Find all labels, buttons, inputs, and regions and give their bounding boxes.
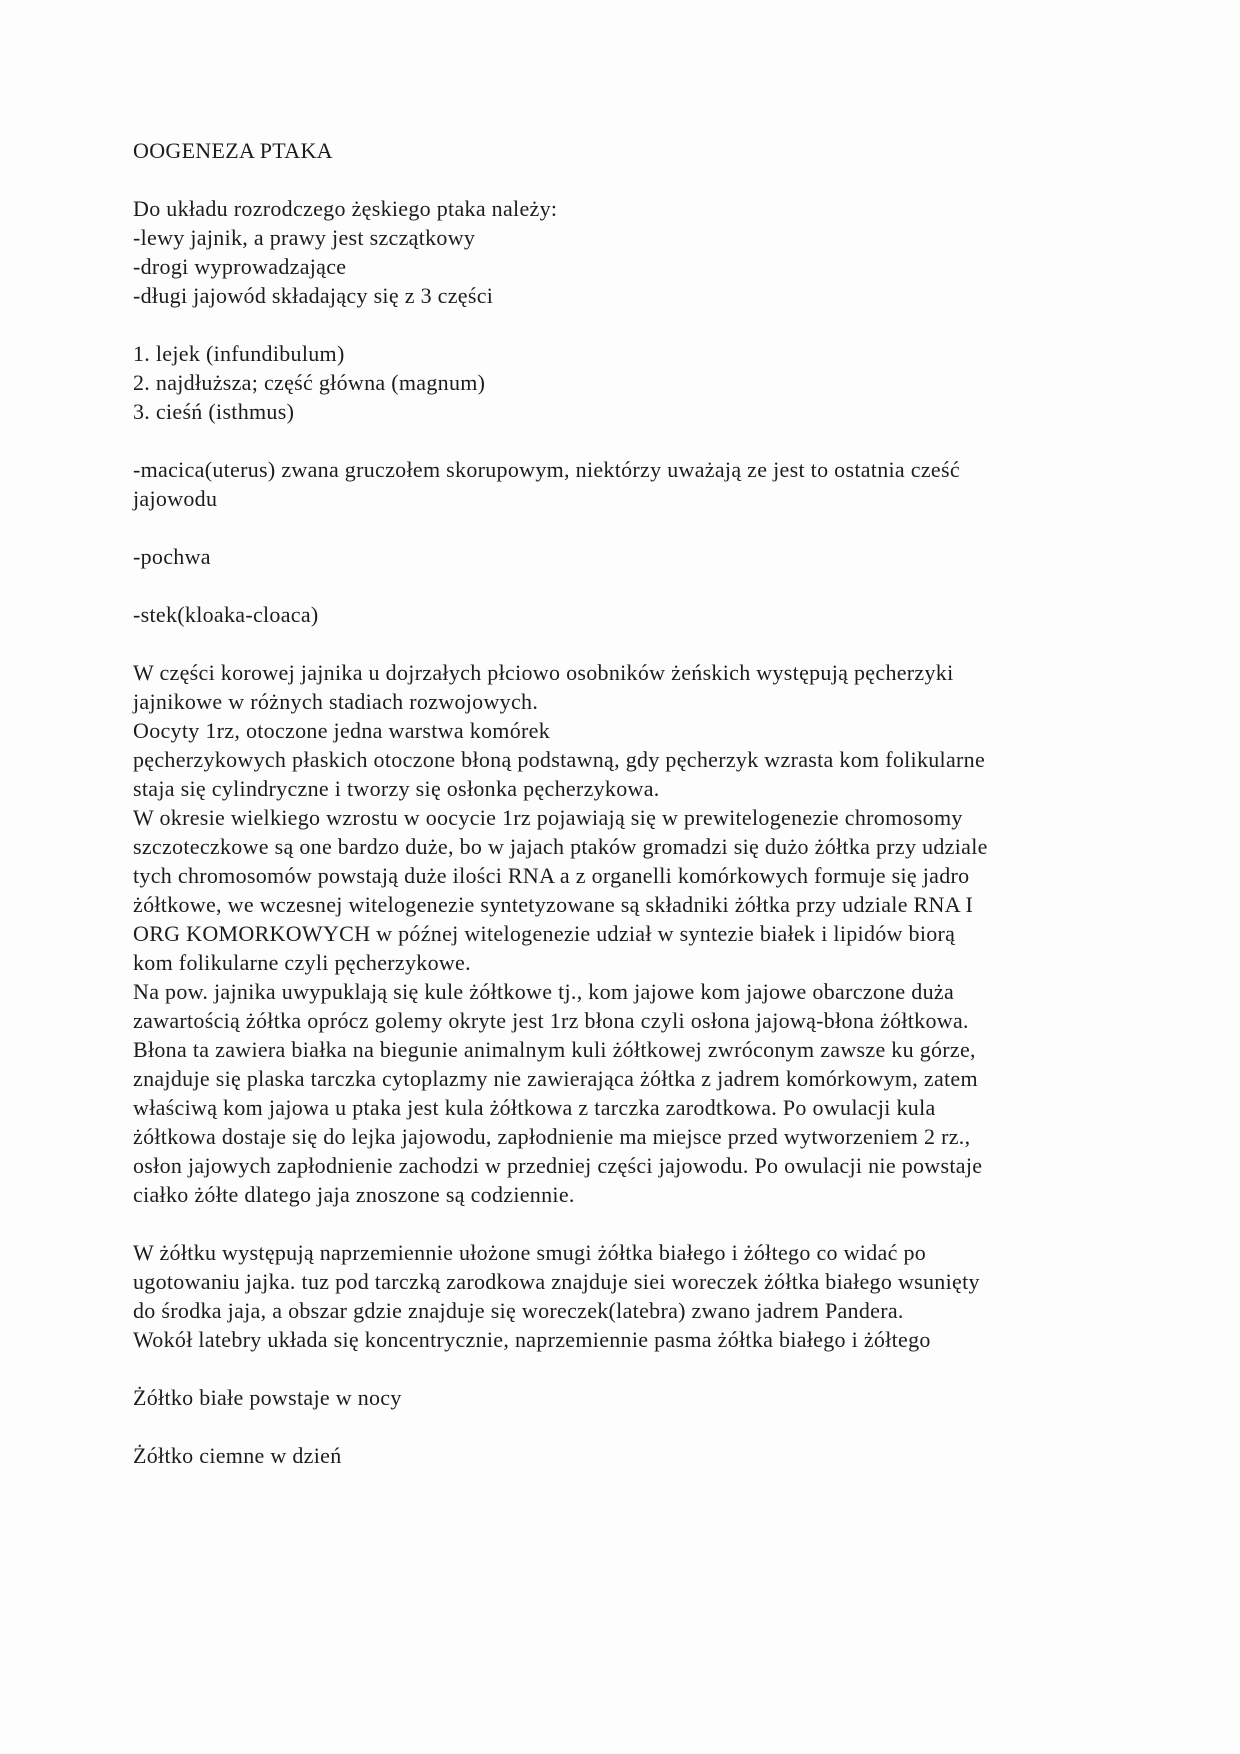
text-line: zawartością żółtka oprócz golemy okryte jest 1rz błona czyli osłona jajową-błona żółtkowa.: [133, 1008, 969, 1033]
text-line: ugotowaniu jajka. tuz pod tarczką zarodkowa znajduje siei woreczek żółtka białego wsunięty: [133, 1269, 980, 1294]
text-line: -stek(kloaka-cloaca): [133, 602, 319, 627]
text-line: pęcherzykowych płaskich otoczone błoną podstawną, gdy pęcherzyk wzrasta kom folikularne: [133, 747, 986, 772]
text-line: staja się cylindryczne i tworzy się osłonka pęcherzykowa.: [133, 776, 660, 801]
text-line: Błona ta zawiera białka na biegunie animalnym kuli żółtkowej zwróconym zawsze ku górze,: [133, 1037, 976, 1062]
paragraph: [133, 1383, 1143, 1412]
text-line: ciałko żółte dlatego jaja znoszone są codziennie.: [133, 1182, 575, 1207]
paragraph: [133, 658, 1143, 1209]
text-line: Żółtko ciemne w dzień: [133, 1443, 342, 1468]
paragraph: [133, 339, 1143, 426]
text-line: żółtkowe, we wczesnej witelogenezie syntetyzowane są składniki żółtka przy udziale RNA I: [133, 892, 974, 917]
text-line: -drogi wyprowadzające: [133, 254, 347, 279]
text-line: szczoteczkowe są one bardzo duże, bo w jajach ptaków gromadzi się dużo żółtka przy udziale: [133, 834, 988, 859]
text-line: jajnikowe w różnych stadiach rozwojowych.: [133, 689, 539, 714]
text-line: osłon jajowych zapłodnienie zachodzi w przedniej części jajowodu. Po owulacji nie powstaje: [133, 1153, 983, 1178]
text-line: Oocyty 1rz, otoczone jedna warstwa komórek: [133, 718, 551, 743]
document-body: [133, 194, 1143, 1470]
text-line: Na pow. jajnika uwypuklają się kule żółtkowe tj., kom jajowe kom jajowe obarczone duża: [133, 979, 955, 1004]
paragraph: [133, 600, 1143, 629]
text-line: 1. lejek (infundibulum): [133, 341, 345, 366]
text-line: Do układu rozrodczego żęskiego ptaka należy:: [133, 196, 558, 221]
text-line: ORG KOMORKOWYCH w późnej witelogenezie udział w syntezie białek i lipidów biorą: [133, 921, 956, 946]
document-title: OOGENEZA PTAKA: [133, 138, 333, 163]
text-line: W części korowej jajnika u dojrzałych płciowo osobników żeńskich występują pęcherzyki: [133, 660, 954, 685]
paragraph: [133, 455, 1143, 513]
text-line: -lewy jajnik, a prawy jest szczątkowy: [133, 225, 476, 250]
text-line: tych chromosomów powstają duże ilości RNA a z organelli komórkowych formuje się jadro: [133, 863, 970, 888]
paragraph: [133, 194, 1143, 310]
text-line: znajduje się plaska tarczka cytoplazmy nie zawierająca żółtka z jadrem komórkowym, zatem: [133, 1066, 978, 1091]
text-line: W okresie wielkiego wzrostu w oocycie 1rz pojawiają się w prewitelogenezie chromosomy: [133, 805, 963, 830]
text-line: 2. najdłuższa; część główna (magnum): [133, 370, 486, 395]
paragraph: [133, 1238, 1143, 1354]
text-line: właściwą kom jajowa u ptaka jest kula żółtkowa z tarczka zarodtkowa. Po owulacji kula: [133, 1095, 936, 1120]
text-line: -długi jajowód składający się z 3 części: [133, 283, 494, 308]
text-line: W żółtku występują naprzemiennie ułożone smugi żółtka białego i żółtego co widać po: [133, 1240, 927, 1265]
text-line: -pochwa: [133, 544, 211, 569]
text-line: 3. cieśń (isthmus): [133, 399, 295, 424]
text-line: Wokół latebry układa się koncentrycznie, naprzemiennie pasma żółtka białego i żółtego: [133, 1327, 931, 1352]
text-line: żółtkowa dostaje się do lejka jajowodu, zapłodnienie ma miejsce przed wytworzeniem 2 rz.,: [133, 1124, 971, 1149]
text-line: jajowodu: [133, 486, 218, 511]
text-line: kom folikularne czyli pęcherzykowe.: [133, 950, 471, 975]
paragraph: [133, 1441, 1143, 1470]
paragraph: [133, 542, 1143, 571]
text-line: do środka jaja, a obszar gdzie znajduje się woreczek(latebra) zwano jadrem Pandera.: [133, 1298, 904, 1323]
text-line: Żółtko białe powstaje w nocy: [133, 1385, 402, 1410]
text-line: -macica(uterus) zwana gruczołem skorupowym, niektórzy uważają ze jest to ostatnia cześć: [133, 457, 960, 482]
document-content: [133, 136, 1143, 1499]
